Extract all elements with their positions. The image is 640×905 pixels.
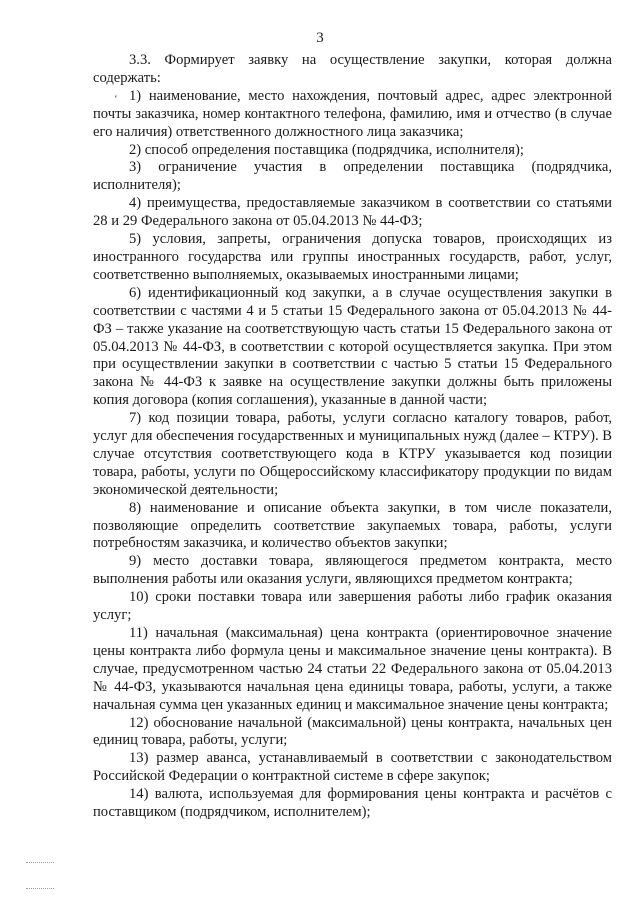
list-item-5: 5) условия, запреты, ограничения допуска товаров, происходящих из иностранного государства или группы иностранных государств, работ, услуг, соответственно выполняемых, оказываемых иностранными лицами; [93, 231, 612, 283]
list-item-1: 1) наименование, место нахождения, почтовый адрес, адрес электронной почты заказчика, номер контактного телефона, фамилию, имя и отчество (в случае его наличия) ответственного должностного лица заказчика; [93, 87, 612, 140]
document-body [93, 52, 612, 822]
list-item-8: 8) наименование и описание объекта закупки, в том числе показатели, позволяющие определить соответствие закупаемых товара, работы, услуги потребностям заказчика, и количество объектов закупки; [93, 499, 612, 552]
list-item-11: 11) начальная (максимальная) цена контракта (ориентировочное значение цены контракта либо формула цены и максимальное значение цены контракта). В случае, предусмотренном частью 24 статьи 22 Федерального закона от 05.04.2013 № 44-ФЗ, указываются начальная цена единицы товара, работы, услуги, а также начальная сумма цен указанных единиц и максимальное значение цены контракта; [93, 625, 612, 713]
scan-artifact-dots [26, 862, 54, 864]
list-item-3: 3) ограничение участия в определении поставщика (подрядчика, исполнителя); [93, 159, 612, 194]
page-number: 3 [316, 30, 324, 46]
list-item-7: 7) код позиции товара, работы, услуги согласно каталогу товаров, работ, услуг для обеспечения государственных и муниципальных нужд (далее – КТРУ). В случае отсутствия соответствующего кода в КТРУ указывается код позиции товара, работы, услуги по Общероссийскому классификатору продукции по видам экономической деятельности; [93, 410, 612, 498]
scan-artifact-mark: ‘ [114, 93, 118, 105]
list-item-14: 14) валюта, используемая для формирования цены контракта и расчётов с поставщиком (подрядчиком, исполнителем); [93, 786, 612, 821]
list-item-4: 4) преимущества, предоставляемые заказчиком в соответствии со статьями 28 и 29 Федерального закона от 05.04.2013 № 44-ФЗ; [93, 195, 612, 230]
list-item-10: 10) сроки поставки товара или завершения работы либо график оказания услуг; [93, 589, 612, 624]
list-item-9: 9) место доставки товара, являющегося предметом контракта, место выполнения работы или оказания услуги, являющихся предметом контракта; [93, 553, 612, 588]
scan-artifact-dots [26, 888, 54, 890]
list-item-6: 6) идентификационный код закупки, а в случае осуществления закупки в соответствии с частями 4 и 5 статьи 15 Федерального закона от 05.04.2013 № 44-ФЗ – также указание на соответствующую часть статьи 15 Федерального закона от 05.04.2013 № 44-ФЗ, в соответствии с которой осуществляется закупка. При этом при осуществлении закупки в соответствии с частью 5 статьи 15 Федерального закона № 44-ФЗ к заявке на осуществление закупки должны быть приложены копия договора (копия соглашения), указанные в данной части; [93, 284, 612, 409]
list-item-2: 2) способ определения поставщика (подрядчика, исполнителя); [129, 141, 524, 158]
paragraph-3-3: 3.3. Формирует заявку на осуществление закупки, которая должна содержать: [93, 52, 612, 86]
list-item-12: 12) обоснование начальной (максимальной) цены контракта, начальных цен единиц товара, работы, услуги; [93, 714, 612, 749]
list-item-13: 13) размер аванса, устанавливаемый в соответствии с законодательством Российской Федерации о контрактной системе в сфере закупок; [93, 750, 612, 785]
